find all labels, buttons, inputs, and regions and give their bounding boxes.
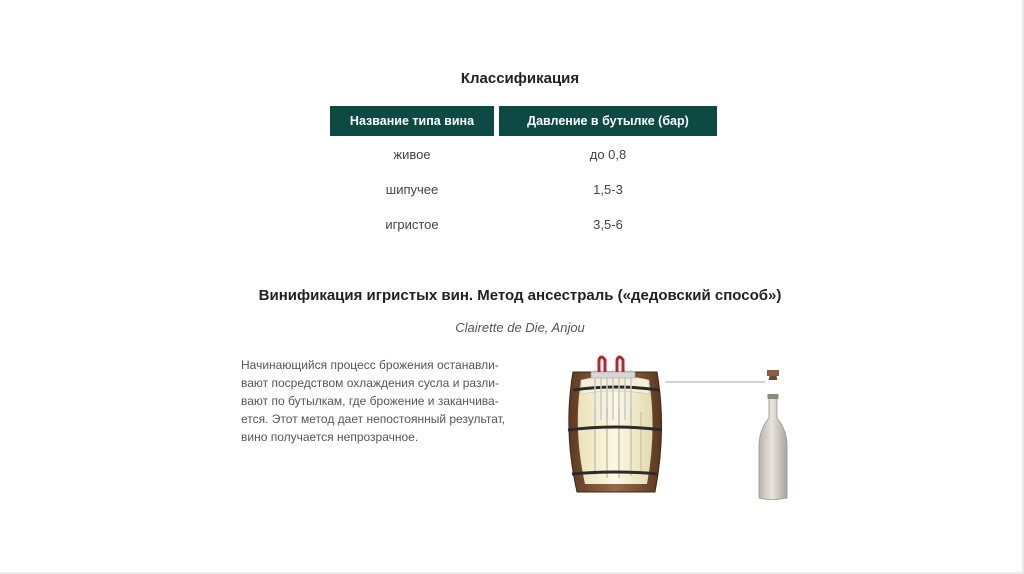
classification-title: Классификация xyxy=(460,70,580,87)
bottle-icon xyxy=(759,370,787,500)
classification-table xyxy=(325,106,722,242)
wine-type-cell: живое xyxy=(393,147,431,162)
table-header-row xyxy=(330,106,717,136)
wine-type-cell: игристое xyxy=(385,217,439,232)
column-header-pressure: Давление в бутылке (бар) xyxy=(499,106,717,136)
method-title: Винификация игристых вин. Метод ансестраль («дедовский способ») xyxy=(258,287,782,304)
pressure-cell: до 0,8 xyxy=(589,147,627,162)
barrel-with-cooling-coil-icon xyxy=(568,357,662,492)
table-row xyxy=(330,136,717,172)
table-row xyxy=(330,207,717,242)
table-row xyxy=(330,172,717,207)
column-header-wine-type: Название типа вина xyxy=(330,106,494,136)
method-description: Начинающийся процесс брожения останавли- вают посредством охлаждения сусла и разли- вают по бутылкам, где брожение и заканчива- ется. Этот метод дает непостоянный результат, вино получается непрозрачное. xyxy=(241,358,506,444)
method-illustration xyxy=(555,350,805,510)
wine-type-cell: шипучее xyxy=(385,182,439,197)
method-regions-caption: Clairette de Die, Anjou xyxy=(455,320,585,335)
pressure-cell: 3,5-6 xyxy=(593,217,623,232)
pressure-cell: 1,5-3 xyxy=(593,182,623,197)
